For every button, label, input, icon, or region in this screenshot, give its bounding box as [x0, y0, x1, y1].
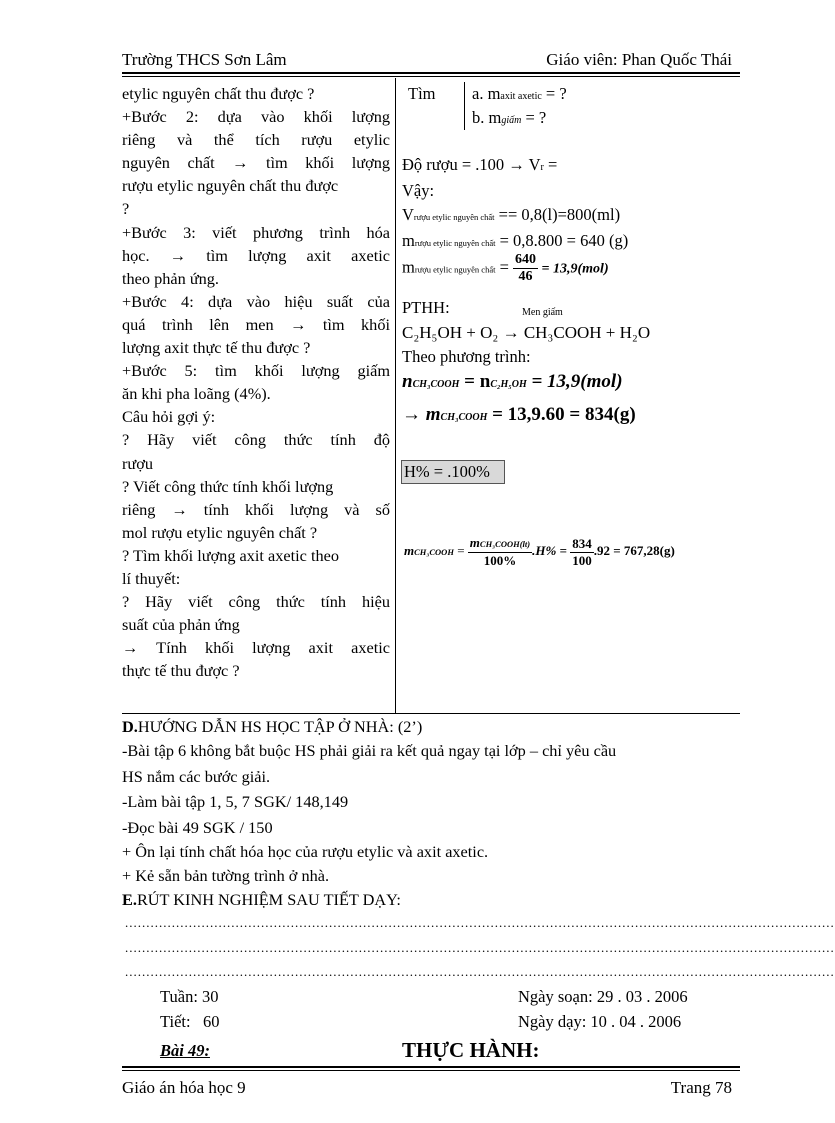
left-line: +Bước 5: tìm khối lượng giấm	[122, 361, 390, 381]
lesson-number: Bài 49:	[160, 1041, 210, 1060]
left-line: lí thuyết:	[122, 568, 181, 588]
left-line: ăn khi pha loãng (4%).	[122, 384, 271, 404]
left-line: ? Tìm khối lượng axit axetic theo	[122, 545, 339, 565]
left-line: etylic nguyên chất thu được ?	[122, 84, 315, 103]
note-dots-line: .......................................................................................................................................................................	[125, 964, 835, 979]
section-d-line: HS nắm các bước giải.	[122, 767, 271, 786]
ngay-soan: Ngày soạn: 29 . 03 . 2006	[518, 987, 688, 1006]
left-line: học. → tìm lượng axit axetic	[122, 245, 390, 265]
n-equality: nCH₃COOH = nC₂H₅OH = 13,9(mol)	[402, 371, 623, 392]
left-line: ? Hãy viết công thức tính hiệu	[122, 592, 390, 612]
tim-bracket	[464, 82, 465, 130]
section-e-title: E.RÚT KINH NGHIỆM SAU TIẾT DẠY:	[122, 890, 401, 909]
left-line: ? Hãy viết công thức tính độ	[122, 430, 390, 450]
left-line: riêng và thể tích rượu etylic	[122, 130, 390, 150]
note-dots-line: .......................................................................................................................................................................	[125, 940, 835, 955]
left-line: suất của phản ứng	[122, 615, 240, 635]
section-d-line: -Bài tập 6 không bắt buộc HS phải giải ra kết quả ngay tại lớp – chỉ yêu cầu	[122, 741, 617, 760]
left-line: +Bước 2: dựa vào khối lượng	[122, 107, 390, 127]
section-d-line: + Ôn lại tính chất hóa học của rượu etylic và axit axetic.	[122, 842, 489, 861]
left-line: lượng axit thực tế thu được ?	[122, 338, 311, 358]
m-ruou-line: mrượu etylic nguyên chất = 0,8.800 = 640 (g)	[402, 231, 629, 250]
left-line: rượu etylic nguyên chất thu được	[122, 176, 339, 196]
left-line: +Bước 3: viết phương trình hóa	[122, 222, 390, 242]
left-line: riêng → tính khối lượng và số	[122, 499, 390, 519]
footer-page: Trang 78	[670, 1078, 732, 1097]
left-line: quá trình lên men → tìm khối	[122, 314, 390, 334]
section-d-line: + Kẻ sẵn bản tường trình ở nhà.	[122, 866, 330, 885]
section-d-line: -Làm bài tập 1, 5, 7 SGK/ 148,149	[122, 792, 349, 811]
lesson-title: THỰC HÀNH:	[402, 1038, 540, 1062]
left-line: theo phản ứng.	[122, 268, 219, 288]
left-line: Câu hỏi gợi ý:	[122, 407, 216, 427]
left-line: nguyên chất → tìm khối lượng	[122, 153, 390, 173]
catalyst-label: Men giấm	[522, 307, 563, 318]
section-d-title: D.HƯỚNG DẪN HS HỌC TẬP Ở NHÀ: (2’)	[122, 717, 423, 736]
theo-phuong-trinh: Theo phương trình:	[402, 347, 531, 366]
tiet: Tiết: 60	[160, 1012, 220, 1031]
footer-rule-thin	[122, 1070, 740, 1071]
left-line: ?	[122, 199, 130, 219]
table-divider	[395, 78, 396, 713]
left-line: ? Viết công thức tính khối lượng	[122, 476, 334, 496]
footer-rule	[122, 1066, 740, 1068]
header-school: Trường THCS Sơn Lâm	[122, 50, 287, 69]
m-theory: → mCH₃COOH = 13,9.60 = 834(g)	[402, 404, 636, 425]
note-dots-line: .......................................................................................................................................................................	[125, 915, 835, 930]
left-line: → Tính khối lượng axit axetic	[122, 638, 390, 658]
find-a: a. maxit axetic = ?	[472, 84, 567, 103]
do-ruou-formula: Độ rượu = .100 → Vr =	[402, 155, 558, 174]
mol-ruou-line: mrượu etylic nguyên chất = $\frac{640}{46}$ = 13,9(mol)	[402, 252, 609, 284]
m-actual-formula: mCH₃COOH = $\frac{\text{mCH₃COOH(lt)}}{100\%}$ .H% = $\frac{834}{100}$ .92 = 767,28(g)	[404, 535, 675, 568]
left-line: +Bước 4: dựa vào hiệu suất của	[122, 291, 390, 311]
left-column	[122, 82, 390, 682]
vay-label: Vậy:	[402, 181, 435, 200]
header-rule-thin	[122, 76, 740, 77]
left-line: thực tế thu được ?	[122, 661, 240, 681]
tuan: Tuần: 30	[160, 987, 219, 1006]
header-teacher: Giáo viên: Phan Quốc Thái	[546, 50, 732, 69]
table-bottom-rule	[122, 713, 740, 714]
footer-subject: Giáo án hóa học 9	[122, 1078, 246, 1097]
ngay-day: Ngày dạy: 10 . 04 . 2006	[518, 1012, 682, 1031]
left-line: mol rượu etylic nguyên chất ?	[122, 522, 318, 542]
find-b: b. mgiấm = ?	[472, 108, 547, 127]
v-ruou-line: Vrượu etylic nguyên chất == 0,8(l)=800(ml)	[402, 205, 621, 224]
left-line: rượu	[122, 453, 153, 473]
pthh-label: PTHH:	[402, 298, 450, 317]
tim-label: Tìm	[408, 84, 436, 103]
header-rule	[122, 72, 740, 74]
section-d-line: -Đọc bài 49 SGK / 150	[122, 818, 273, 837]
h-percent-box: H% = .100%	[401, 460, 505, 484]
reaction-equation: C₂H₅OH + O₂ → CH₃COOH + H₂O	[402, 323, 651, 342]
